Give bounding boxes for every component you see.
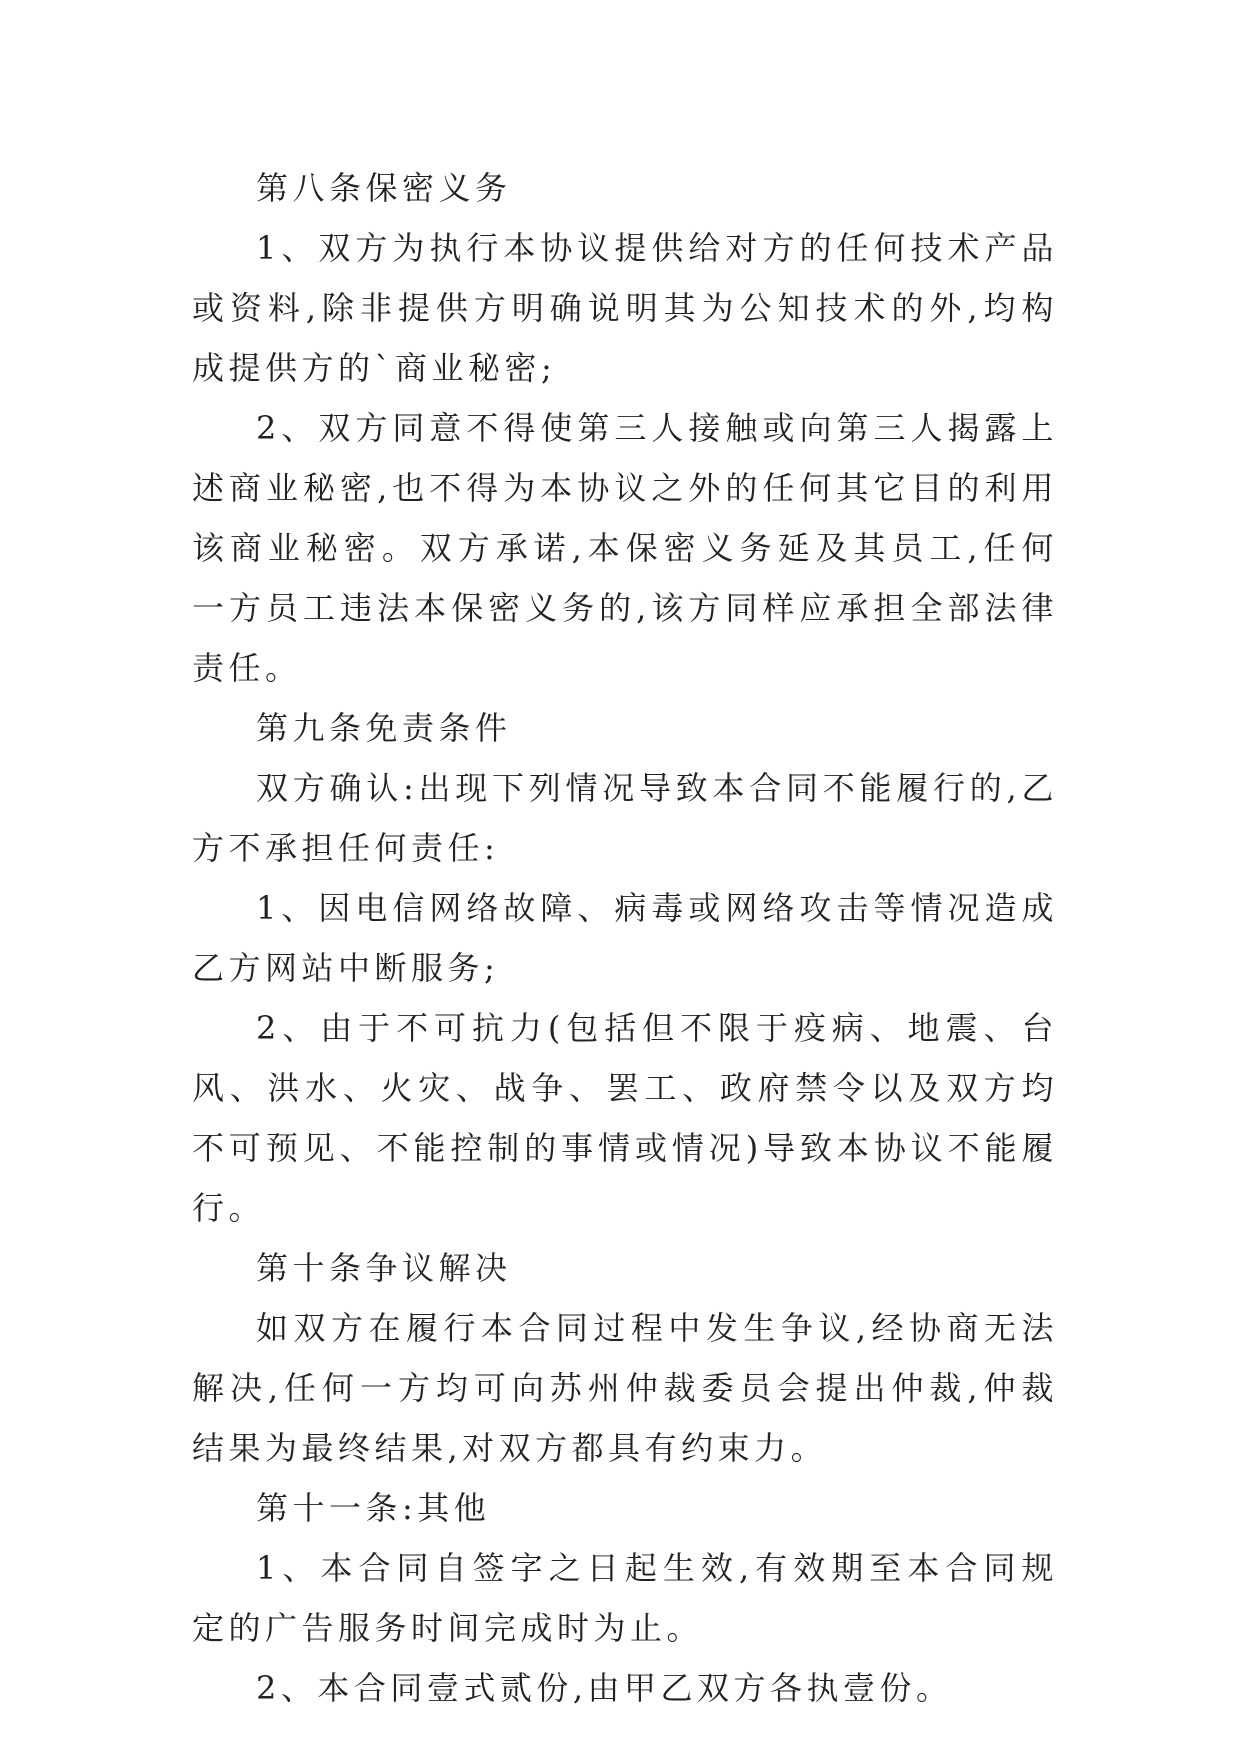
paragraph: 2、双方同意不得使第三人接触或向第三人揭露上述商业秘密,也不得为本协议之外的任何其它目的利用该商业秘密。双方承诺,本保密义务延及其员工,任何一方员工违法本保密义务的,该方同样应承担全部法律责任。 (192, 409, 1058, 687)
heading-article-9: 第九条免责条件 (256, 709, 512, 747)
heading-article-8: 第八条保密义务 (256, 169, 512, 207)
document-body (192, 158, 1058, 1718)
paragraph: 如双方在履行本合同过程中发生争议,经协商无法解决,任何一方均可向苏州仲裁委员会提出仲裁,仲裁结果为最终结果,对双方都具有约束力。 (192, 1309, 1058, 1467)
paragraph: 1、本合同自签字之日起生效,有效期至本合同规定的广告服务时间完成时为止。 (192, 1549, 1058, 1647)
heading-article-10: 第十条争议解决 (256, 1249, 512, 1287)
paragraph: 2、本合同壹式贰份,由甲乙双方各执壹份。 (256, 1669, 953, 1707)
paragraph: 双方确认:出现下列情况导致本合同不能履行的,乙方不承担任何责任: (192, 769, 1058, 867)
paragraph: 1、双方为执行本协议提供给对方的任何技术产品或资料,除非提供方明确说明其为公知技术的外,均构成提供方的`商业秘密; (192, 229, 1058, 387)
paragraph: 2、由于不可抗力(包括但不限于疫病、地震、台风、洪水、火灾、战争、罢工、政府禁令以及双方均不可预见、不能控制的事情或情况)导致本协议不能履行。 (192, 1009, 1058, 1227)
heading-article-11: 第十一条:其他 (256, 1489, 491, 1527)
paragraph: 1、因电信网络故障、病毒或网络攻击等情况造成乙方网站中断服务; (192, 889, 1058, 987)
